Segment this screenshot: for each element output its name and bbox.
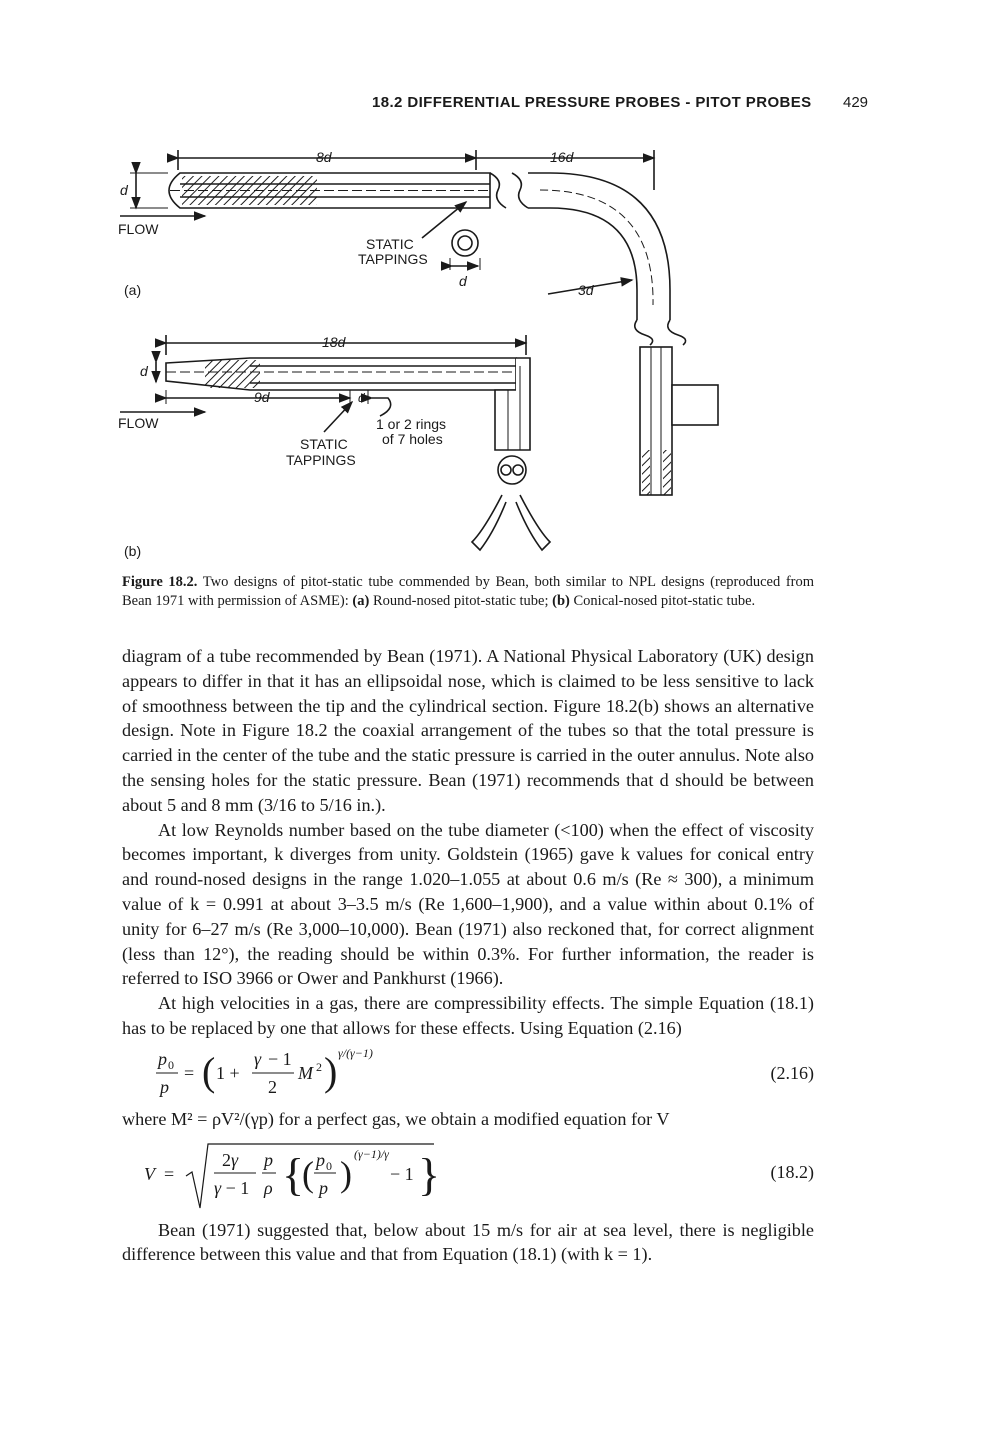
caption-label: Figure 18.2.: [122, 574, 198, 590]
svg-text:2: 2: [268, 1076, 277, 1097]
flow-label-b: FLOW: [118, 415, 159, 431]
svg-text:}: }: [418, 1148, 441, 1200]
caption-text: Two designs of pitot-static tube commended by Bean, both similar to NPL designs (reproduced from Bean 1971 with permission of ASME):: [122, 574, 815, 609]
svg-text:− 1: − 1: [390, 1163, 414, 1184]
page-number: 429: [843, 94, 869, 111]
dim-d-label-b: d: [140, 363, 148, 379]
svg-text:2: 2: [316, 1059, 322, 1074]
equation-18-2: [122, 1132, 814, 1218]
body-text: [122, 644, 814, 1267]
svg-text:): ): [340, 1153, 352, 1194]
paragraph-2: At low Reynolds number based on the tube diameter (<100) when the effect of viscosity becomes important, k diverges from unity. Goldstein (1965) gave k values for conical entry and round-nosed designs in the range 1.020–1.055 at about 0.6 m/s (Re ≈ 300), a minimum value of k = 0.991 at about 3–3.5 m/s (Re 1,600–1,900), and a value within about 0.1% of unity for 6–27 m/s (Re 3,000–10,000). Bean (1971) also reckoned that, for correct alignment (less than 12°), the reading should be within 0.3%. For further information, the reader is referred to ISO 3966 or Ower and Pankhurst (1966).: [122, 819, 814, 989]
svg-text:V: V: [144, 1163, 155, 1184]
svg-text:(: (: [202, 1048, 216, 1094]
svg-text:ρ: ρ: [264, 1177, 273, 1198]
panel-a-label: (a): [124, 282, 142, 298]
equation-18-2-number: (18.2): [770, 1161, 814, 1182]
svg-text:M: M: [298, 1062, 313, 1083]
svg-text:γ/(γ−1): γ/(γ−1): [338, 1045, 373, 1060]
svg-text:(γ−1)/γ: (γ−1)/γ: [354, 1146, 389, 1161]
svg-text:p: p: [158, 1048, 167, 1069]
dim-d-label: d: [120, 182, 128, 198]
panel-b-label: (b): [124, 543, 142, 559]
svg-text:0: 0: [168, 1057, 174, 1072]
pitot-tube-figure: [110, 140, 870, 570]
svg-text:γ: γ: [254, 1048, 262, 1069]
caption-b-label: (b): [552, 593, 570, 609]
svg-text:(: (: [302, 1153, 314, 1194]
svg-text:=: =: [164, 1163, 175, 1184]
dim-18d-label: 18d: [322, 334, 346, 350]
rings-label-2: of 7 holes: [382, 431, 443, 447]
running-header: 18.2 DIFFERENTIAL PRESSURE PROBES - PITOT PROBES: [372, 94, 812, 111]
dim-16d-label: 16d: [550, 149, 574, 165]
svg-text:=: =: [184, 1062, 195, 1083]
dim-three-quarter-d-label: d: [358, 391, 365, 405]
caption-b-text: Conical-nosed pitot-static tube.: [569, 593, 756, 609]
static-label-a: STATIC: [366, 236, 414, 252]
paragraph-4: where M² = ρV²/(γp) for a perfect gas, we obtain a modified equation for V: [122, 1108, 670, 1129]
caption-a-text: Round-nosed pitot-static tube;: [369, 593, 553, 609]
tappings-label-b: TAPPINGS: [286, 452, 356, 468]
tappings-label-a: TAPPINGS: [358, 251, 428, 267]
dim-d2-label: d: [459, 273, 467, 289]
svg-text:1 +: 1 +: [216, 1062, 240, 1083]
svg-text:p: p: [316, 1149, 325, 1170]
svg-text:2γ: 2γ: [222, 1149, 239, 1170]
figure-caption: [122, 573, 814, 611]
static-label-b: STATIC: [300, 436, 348, 452]
svg-text:{: {: [282, 1148, 305, 1200]
paragraph-3: At high velocities in a gas, there are compressibility effects. The simple Equation (18.1) has to be replaced by one that allows for these effects. Using Equation (2.16): [122, 993, 814, 1038]
svg-text:γ − 1: γ − 1: [214, 1177, 250, 1198]
svg-text:p: p: [160, 1076, 169, 1097]
dim-8d-label: 8d: [316, 149, 332, 165]
flow-label-a: FLOW: [118, 221, 159, 237]
equation-18-2-formula: [122, 1132, 542, 1218]
svg-text:p: p: [264, 1149, 273, 1170]
equation-2-16-formula: [122, 1041, 542, 1107]
paragraph-1: diagram of a tube recommended by Bean (1971). A National Physical Laboratory (UK) design appears to differ in that it has an ellipsoidal nose, which is claimed to be less sensitive to lack of smoothness between the tip and the cylindrical section. Figure 18.2(b) shows an alternative design. Note in Figure 18.2 the coaxial arrangement of the tubes so that the total pressure is carried in the center of the tube and the static pressure is carried in the outer annulus. Note also the sensing holes for the static pressure. Bean (1971) recommends that d should be between about 5 and 8 mm (3/16 to 5/16 in.).: [122, 646, 814, 815]
equation-2-16: [122, 1041, 814, 1107]
paragraph-5: Bean (1971) suggested that, below about 15 m/s for air at sea level, there is negligible difference between this value and that from Equation (18.1) (with k = 1).: [122, 1219, 814, 1265]
dim-3d-label: 3d: [578, 282, 594, 298]
svg-text:0: 0: [326, 1158, 332, 1173]
svg-text:): ): [324, 1048, 338, 1094]
equation-2-16-number: (2.16): [770, 1062, 814, 1083]
dim-9d-label: 9d: [254, 389, 270, 405]
rings-label-1: 1 or 2 rings: [376, 416, 447, 432]
svg-text:− 1: − 1: [268, 1048, 292, 1069]
svg-text:p: p: [319, 1177, 328, 1198]
caption-a-label: (a): [352, 593, 370, 609]
